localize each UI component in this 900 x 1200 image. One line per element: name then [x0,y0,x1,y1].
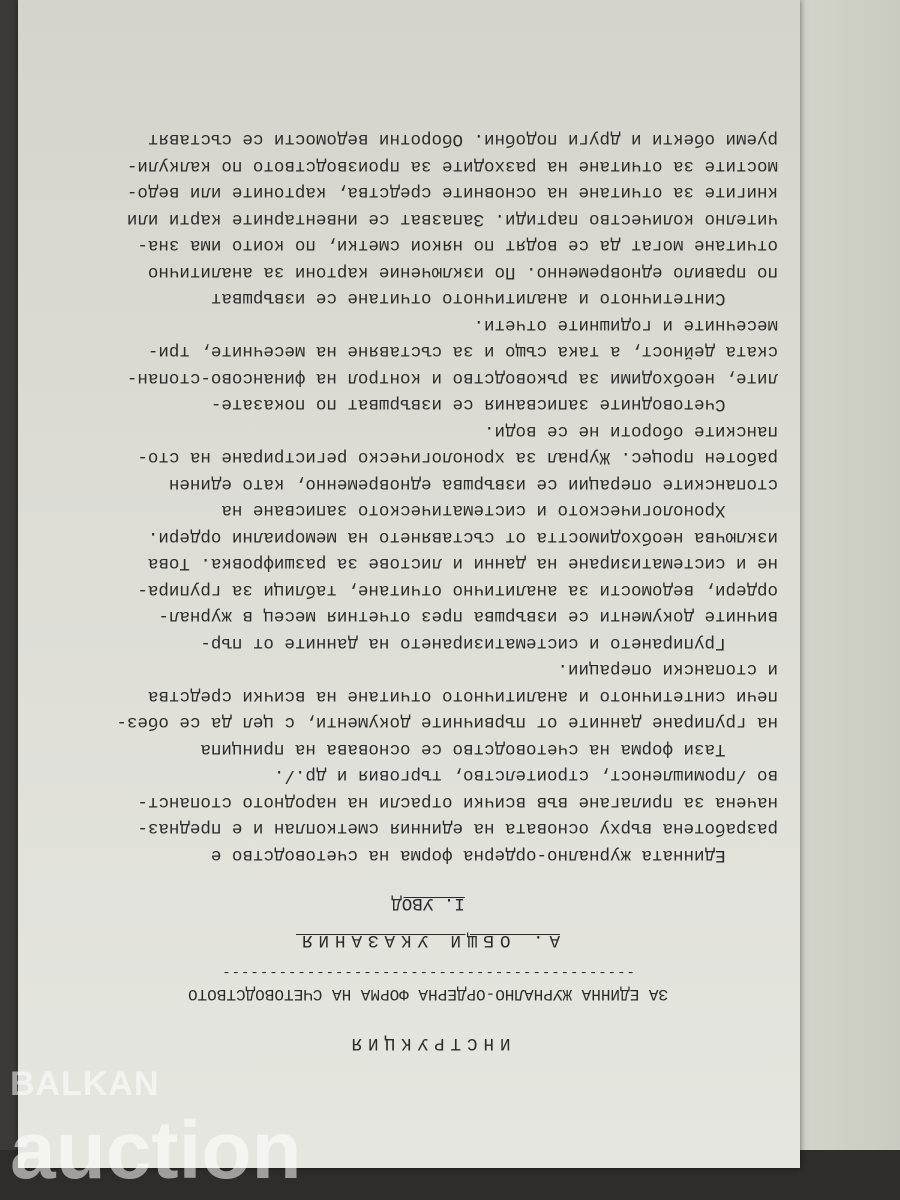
text-line: Счетоводните записвания се извършват по показате- [210,394,778,415]
text-line: книгите за отчитане на основните средства, картоните или ведо- [126,182,778,203]
text-line: во /промишленост, строителство, търговия и др./. [273,765,778,786]
text-line: месечните и годишните отчети. [473,315,778,335]
body-text [78,126,778,868]
text-line: и стопански операции. [557,659,778,680]
watermark-line-2: auction [10,1105,302,1196]
text-line: панските обороти не се води. [483,421,778,441]
text-line: мостите за отчитане на разходите за производството по калкули- [126,156,778,176]
text-line: не и систематизиране на данни и листове за разшифровка. Това [147,553,778,574]
text-line: чително количество партиди. Запазват се инвентарните карти или [126,209,778,229]
subsection-heading: I. УВОД [391,893,465,914]
document-page [18,0,800,1168]
section-heading: А. ОБЩИ УКАЗАНИЯ [295,930,561,950]
text-line: отчитане могат да се водят по някои сметки, по които има зна- [137,235,778,256]
text-line: начена за прилагане във всички отрасли на народното стопанст- [137,792,778,812]
text-line: ордери, ведомости за аналитично отчитане, таблици за групира- [137,580,778,600]
text-line: работен процес. Журнал за хронологическо регистриране на сто- [137,447,778,468]
text-line: Групирането и систематизирането на данните от пър- [200,633,778,653]
watermark-logo [10,1064,302,1198]
text-line: лите, необходими за ръководство и контрол на финансово-стопан- [126,368,778,388]
document-subtitle: ЗА ЕДИННА ЖУРНАЛНО-ОРДЕРНА ФОРМА НА СЧЕТОВОДСТВОТО [187,985,669,1004]
document-title: ИНСТРУКЦИЯ [345,1033,511,1053]
watermark-line-1: BALKAN [10,1065,160,1103]
text-line: ската дейност, а така също и за съставяне на месечните, три- [147,341,778,362]
text-line: вичните документи се извършва през отчетния месец в журнал- [158,606,778,627]
text-line: по правило едновременно. По изключение картони за аналитично [147,262,778,282]
text-line: на групиране данните от първичните документи, с цел да се обез- [116,712,778,733]
text-line: Единната журнално-ордерна форма на счетоводство е [210,845,778,865]
text-line: разработена върху основата на единния сметкоплан и е предназ- [137,818,778,839]
text-line: Тази форма на счетоводство се основава на принципа [200,739,778,759]
text-line: руеми обекти и други подобни. Оборотни ведомости се съставят [147,129,778,150]
text-line: стопанските операции се извършва едновременно, като единен [168,474,778,494]
text-line: изключва необходимостта от съставянето на мемориални ордери. [147,527,778,547]
divider: -------------------------------------------- [221,964,635,980]
document-content [78,126,778,1056]
text-line: Хронологическото и систематическото записване на [221,500,778,521]
text-line: Синтетичното и аналитичното отчитане се извършват [210,288,778,309]
text-line: печи синтетичното и аналитичното отчитане на всички средства [147,686,778,706]
